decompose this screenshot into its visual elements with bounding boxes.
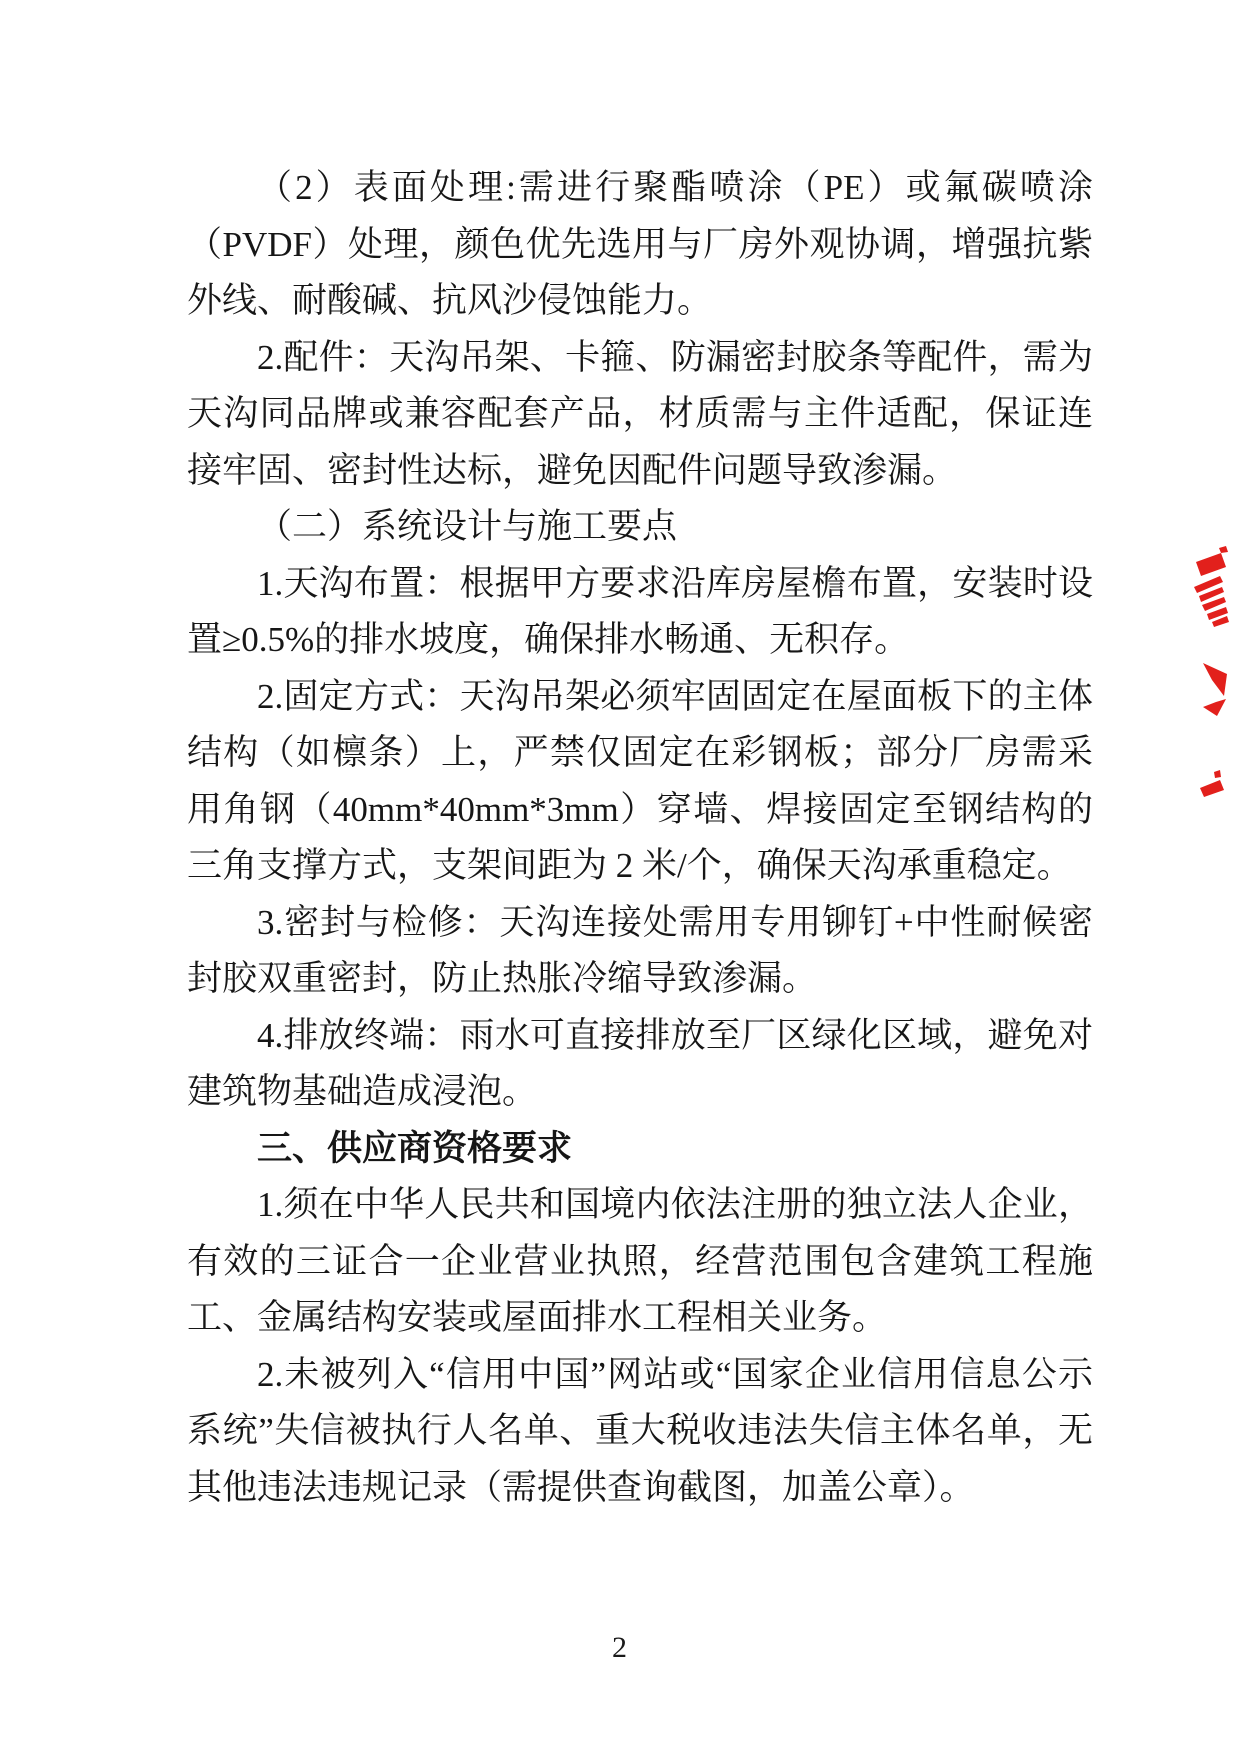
para-gutter-layout: 1.天沟布置：根据甲方要求沿库房屋檐布置，安装时设置≥0.5%的排水坡度，确保排水畅通、无积存。	[187, 563, 1093, 659]
page-number: 2	[612, 1631, 627, 1664]
para-legal-registration: 1.须在中华人民共和国境内依法注册的独立法人企业，有效的三证合一企业营业执照，经营范围包含建筑工程施工、金属结构安装或屋面排水工程相关业务。	[187, 1185, 1093, 1337]
para-accessories: 2.配件：天沟吊架、卡箍、防漏密封胶条等配件，需为天沟同品牌或兼容配套产品，材质需与主件适配，保证连接牢固、密封性达标，避免因配件问题导致渗漏。	[187, 337, 1093, 490]
heading-supplier-qualification: 三、供应商资格要求	[257, 1128, 573, 1168]
para-sealing-maintenance: 3.密封与检修：天沟连接处需用专用铆钉+中性耐候密封胶双重密封，防止热胀冷缩导致渗漏。	[187, 902, 1093, 998]
red-seal-fragment-icon	[1150, 540, 1239, 820]
para-fixing-method: 2.固定方式：天沟吊架必须牢固固定在屋面板下的主体结构（如檩条）上，严禁仅固定在彩钢板；部分厂房需采用角钢（40mm*40mm*3mm）穿墙、焊接固定至钢结构的三角支撑方式，支架间距为 2 米/个，确保天沟承重稳定。	[187, 676, 1093, 885]
heading-system-design: （二）系统设计与施工要点	[257, 507, 678, 546]
document-body	[187, 160, 1093, 1516]
para-credit-record: 2.未被列入“信用中国”网站或“国家企业信用信息公示系统”失信被执行人名单、重大税收违法失信主体名单，无其他违法违规记录（需提供查询截图，加盖公章）。	[187, 1354, 1093, 1507]
para-surface-treatment: （2）表面处理:需进行聚酯喷涂（PE）或氟碳喷涂（PVDF）处理，颜色优先选用与厂房外观协调，增强抗紫外线、耐酸碱、抗风沙侵蚀能力。	[187, 168, 1093, 320]
para-discharge-terminal: 4.排放终端：雨水可直接排放至厂区绿化区域，避免对建筑物基础造成浸泡。	[187, 1015, 1093, 1111]
